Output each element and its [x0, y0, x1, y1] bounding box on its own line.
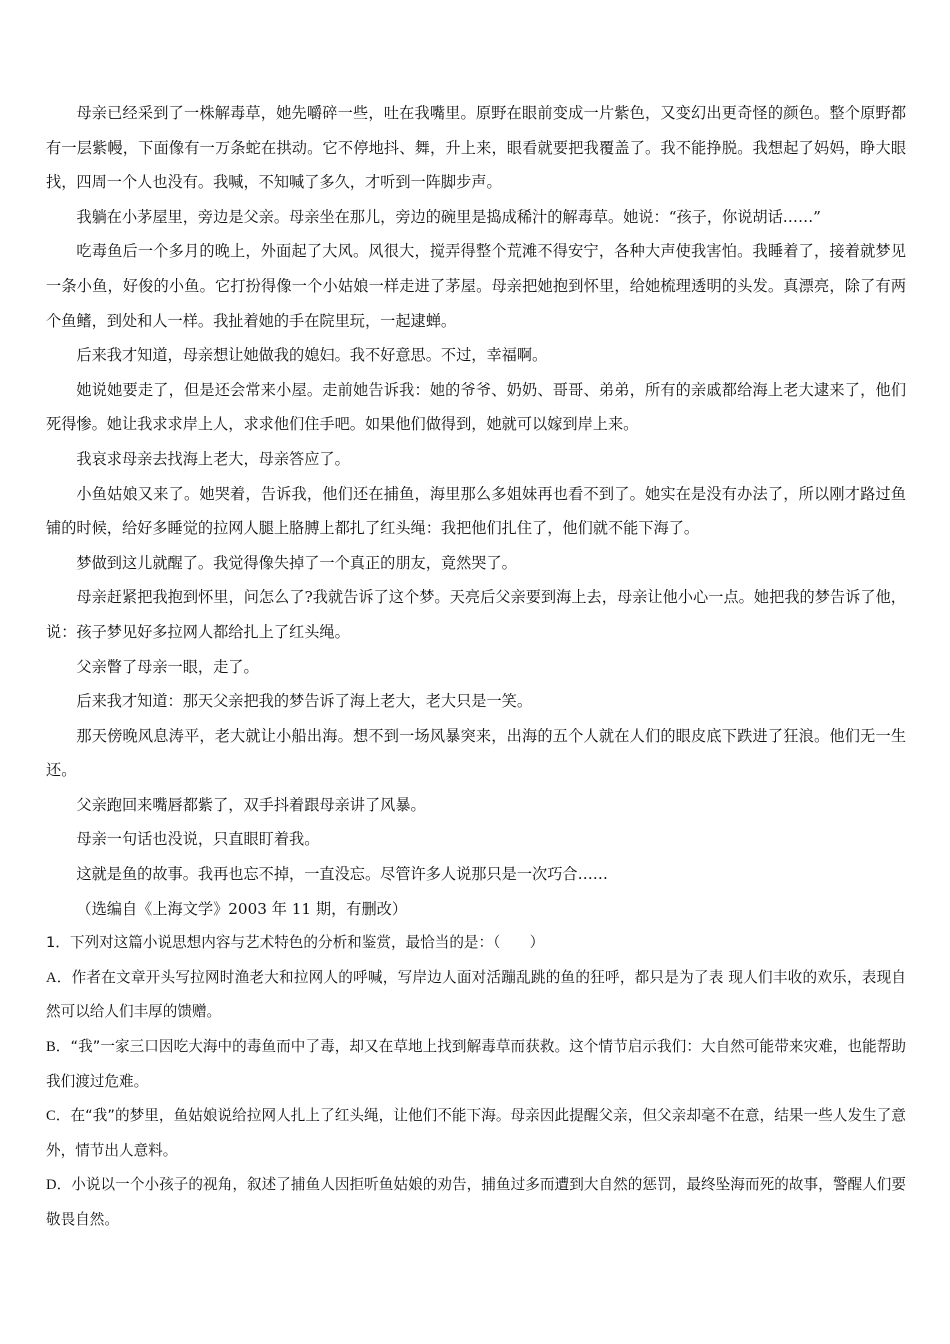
option-letter: B． — [46, 1039, 71, 1056]
story-paragraph: 母亲赶紧把我抱到怀里，问怎么了?我就告诉了这个梦。天亮后父亲要到海上去，母亲让他小心一点。她把我的梦告诉了他，说：孩子梦见好多拉网人都给扎上了红头绳。 — [46, 588, 906, 641]
document-page — [46, 96, 906, 1238]
story-paragraph: 后来我才知道，母亲想让她做我的媳妇。我不好意思。不过，幸福啊。 — [76, 346, 548, 365]
source-citation: （选编自《上海文学》2003 年 11 期，有删改） — [76, 899, 408, 918]
answer-option-c — [46, 1099, 906, 1168]
option-letter: C． — [46, 1108, 71, 1125]
option-letter: D． — [46, 1177, 72, 1194]
story-paragraph: 后来我才知道：那天父亲把我的梦告诉了海上老大，老大只是一笑。 — [76, 692, 533, 711]
story-paragraph: 父亲瞥了母亲一眼，走了。 — [76, 657, 259, 676]
story-paragraph: 母亲已经采到了一株解毒草，她先嚼碎一些，吐在我嘴里。原野在眼前变成一片紫色，又变幻出更奇怪的颜色。整个原野都有一层紫幔，下面像有一万条蛇在拱动。它不停地抖、舞，升上来，眼看就要把我覆盖了。我不能挣脱。我想起了妈妈，睁大眼找，四周一个人也没有。我喊，不知喊了多久，才听到一阵脚步声。 — [46, 104, 906, 192]
answer-option-b — [46, 1030, 906, 1099]
option-text: “我”一家三口因吃大海中的毒鱼而中了毒，却又在草地上找到解毒草而获救。这个情节启示我们：大自然可能带来灾难，也能帮助我们渡过危难。 — [46, 1038, 906, 1090]
question-stem: 1．下列对这篇小说思想内容与艺术特色的分析和鉴赏，最恰当的是：（ ） — [46, 934, 545, 952]
story-paragraph: 我哀求母亲去找海上老大，母亲答应了。 — [76, 449, 350, 468]
option-text: 小说以一个小孩子的视角，叙述了捕鱼人因拒听鱼姑娘的劝告，捕鱼过多而遭到大自然的惩罚，最终坠海而死的故事，警醒人们要敬畏自然。 — [46, 1176, 906, 1228]
option-letter: A． — [46, 969, 72, 986]
story-paragraph: 梦做到这儿就醒了。我觉得像失掉了一个真正的朋友，竟然哭了。 — [76, 553, 517, 572]
story-paragraph: 小鱼姑娘又来了。她哭着，告诉我，他们还在捕鱼，海里那么多姐妹再也看不到了。她实在是没有办法了，所以刚才路过鱼铺的时候，给好多睡觉的拉网人腿上胳膊上都扎了红头绳：我把他们扎住了，他们就不能下海了。 — [46, 484, 906, 538]
option-text: 在“我”的梦里，鱼姑娘说给拉网人扎上了红头绳，让他们不能下海。母亲因此提醒父亲，但父亲却毫不在意，结果一些人发生了意外，情节出人意料。 — [46, 1107, 906, 1159]
story-paragraph: 我躺在小茅屋里，旁边是父亲。母亲坐在那儿，旁边的碗里是捣成稀汁的解毒草。她说：“孩子，你说胡话……” — [76, 207, 821, 226]
story-paragraph: 那天傍晚风息涛平，老大就让小船出海。想不到一场风暴突来，出海的五个人就在人们的眼皮底下跌进了狂浪。他们无一生还。 — [46, 726, 906, 780]
story-paragraph: 父亲跑回来嘴唇都紫了，双手抖着跟母亲讲了风暴。 — [76, 795, 426, 814]
answer-option-d — [46, 1168, 906, 1237]
story-paragraph: 吃毒鱼后一个多月的晚上，外面起了大风。风很大，搅弄得整个荒滩不得安宁，各种大声使我害怕。我睡着了，接着就梦见一条小鱼，好俊的小鱼。它打扮得像一个小姑娘一样走进了茅屋。母亲把她抱到怀里，给她梳理透明的头发。真漂亮，除了有两个鱼鳍，到处和人一样。我扯着她的手在院里玩，一起逮蝉。 — [46, 242, 906, 330]
story-paragraph: 这就是鱼的故事。我再也忘不掉，一直没忘。尽管许多人说那只是一次巧合…… — [76, 865, 608, 884]
story-body — [46, 96, 906, 926]
option-text: 作者在文章开头写拉网时渔老大和拉网人的呼喊，写岸边人面对活蹦乱跳的鱼的狂呼，都只是为了表 现人们丰收的欢乐，表现自然可以给人们丰厚的馈赠。 — [46, 968, 906, 1021]
story-paragraph: 母亲一句话也没说，只直眼盯着我。 — [76, 830, 320, 849]
answer-option-a — [46, 961, 906, 1030]
question-block — [46, 926, 906, 1237]
story-paragraph: 她说她要走了，但是还会常来小屋。走前她告诉我：她的爷爷、奶奶、哥哥、弟弟，所有的亲戚都给海上老大逮来了，他们死得惨。她让我求求岸上人，求求他们住手吧。如果他们做得到，她就可以嫁到岸上来。 — [46, 380, 906, 434]
